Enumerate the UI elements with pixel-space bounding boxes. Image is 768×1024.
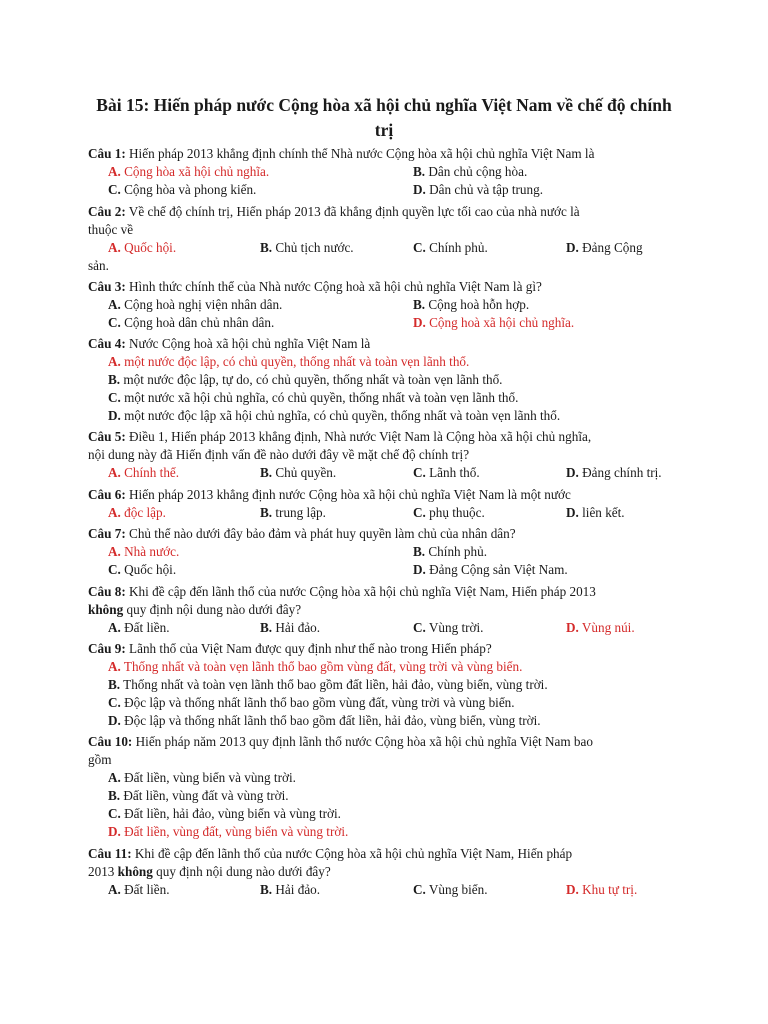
- question-11: Câu 11: Khi đề cập đến lãnh thổ của nước Cộng hòa xã hội chủ nghĩa Việt Nam, Hiến pháp: [88, 846, 573, 861]
- option-a: A. Cộng hòa xã hội chủ nghĩa.: [108, 164, 270, 179]
- option-d: D. Khu tự trị.: [566, 882, 638, 897]
- option-b: B. Hải đảo.: [260, 620, 321, 635]
- title-line-1: Bài 15: Hiến pháp nước Cộng hòa xã hội chủ nghĩa Việt Nam về chế độ chính: [96, 95, 672, 115]
- question-1: [88, 145, 594, 163]
- question-6: Câu 6: Hiến pháp 2013 khẳng định nước Cộng hòa xã hội chủ nghĩa Việt Nam là một nước: [88, 487, 571, 502]
- option-c: C. Quốc hội.: [108, 562, 177, 577]
- option-a: A. Đất liền, vùng biển và vùng trời.: [108, 770, 296, 785]
- title-line-2: trị: [374, 120, 394, 140]
- option-c: C. Cộng hòa và phong kiến.: [108, 182, 257, 197]
- question-8: Câu 8: Khi đề cập đến lãnh thổ của nước Cộng hòa xã hội chủ nghĩa Việt Nam, Hiến pháp 2013: [88, 584, 596, 599]
- option-d: D. Vùng núi.: [566, 620, 635, 635]
- option-d: D. Đảng Cộng: [566, 240, 643, 255]
- option-a: A. Đất liền.: [108, 882, 170, 897]
- option-d: D. Đất liền, vùng đất, vùng biển và vùng trời.: [108, 824, 349, 839]
- option-a: A. Nhà nước.: [108, 544, 180, 559]
- option-d: D. Đảng Cộng sản Việt Nam.: [413, 562, 568, 577]
- option-c: C. Đất liền, hải đảo, vùng biển và vùng trời.: [108, 806, 341, 821]
- option-b: B. Dân chủ cộng hòa.: [413, 164, 528, 179]
- option-c: C. Lãnh thổ.: [413, 465, 480, 480]
- option-d: D. Cộng hoà xã hội chủ nghĩa.: [413, 315, 575, 330]
- option-c: C. Vùng biển.: [413, 882, 488, 897]
- option-a: A. Quốc hội.: [108, 240, 177, 255]
- option-d: D. Đảng chính trị.: [566, 465, 662, 480]
- option-c: C. Độc lập và thống nhất lãnh thổ bao gồm vùng đất, vùng trời và vùng biển.: [108, 695, 515, 710]
- option-d: D. Độc lập và thống nhất lãnh thổ bao gồm đất liền, hải đảo, vùng biển, vùng trời.: [108, 713, 541, 728]
- option-a: A. độc lập.: [108, 505, 166, 520]
- question-2-cont: thuộc về: [88, 222, 134, 237]
- question-label: Câu 1:: [88, 146, 126, 161]
- option-b: B. Chủ tịch nước.: [260, 240, 354, 255]
- option-b: B. Chính phủ.: [413, 544, 488, 559]
- question-2: Câu 2: Về chế độ chính trị, Hiến pháp 2013 đã khẳng định quyền lực tối cao của nhà nước là: [88, 204, 580, 219]
- question-text: Hiến pháp 2013 khẳng định chính thể Nhà nước Cộng hòa xã hội chủ nghĩa Việt Nam là: [125, 146, 595, 161]
- option-b: B. Hải đảo.: [260, 882, 321, 897]
- option-c: C. phụ thuộc.: [413, 505, 485, 520]
- option-c: C. Cộng hoà dân chủ nhân dân.: [108, 315, 275, 330]
- option-c: C. một nước xã hội chủ nghĩa, có chủ quyền, thống nhất và toàn vẹn lãnh thổ.: [108, 390, 519, 405]
- page-title: [78, 93, 690, 143]
- option-b: B. Thống nhất và toàn vẹn lãnh thổ bao gồm đất liền, hải đảo, vùng biển, vùng trời.: [108, 677, 548, 692]
- question-7: Câu 7: Chủ thể nào dưới đây bảo đảm và phát huy quyền làm chủ của nhân dân?: [88, 526, 516, 541]
- question-10-cont: gồm: [88, 752, 112, 767]
- option-d: D. liên kết.: [566, 505, 625, 520]
- question-4: Câu 4: Nước Cộng hoà xã hội chủ nghĩa Việt Nam là: [88, 336, 371, 351]
- option-a: A. Chính thể.: [108, 465, 180, 480]
- option-d-wrap: sản.: [88, 258, 109, 273]
- question-9: Câu 9: Lãnh thổ của Việt Nam được quy định như thế nào trong Hiến pháp?: [88, 641, 492, 656]
- option-b: B. Chủ quyền.: [260, 465, 337, 480]
- option-b: B. Cộng hoà hỗn hợp.: [413, 297, 530, 312]
- option-b: B. Đất liền, vùng đất và vùng trời.: [108, 788, 289, 803]
- option-b: B. trung lập.: [260, 505, 326, 520]
- option-d: D. một nước độc lập xã hội chủ nghĩa, có chủ quyền, thống nhất và toàn vẹn lãnh thổ.: [108, 408, 561, 423]
- question-3: Câu 3: Hình thức chính thể của Nhà nước Cộng hoà xã hội chủ nghĩa Việt Nam là gì?: [88, 279, 542, 294]
- option-a: A. một nước độc lập, có chủ quyền, thống nhất và toàn vẹn lãnh thổ.: [108, 354, 470, 369]
- option-a: A. Cộng hoà nghị viện nhân dân.: [108, 297, 283, 312]
- question-11-cont: 2013 không quy định nội dung nào dưới đây?: [88, 864, 331, 879]
- question-5: Câu 5: Điều 1, Hiến pháp 2013 khẳng định, Nhà nước Việt Nam là Cộng hòa xã hội chủ nghĩa,: [88, 429, 592, 444]
- option-a: A. Thống nhất và toàn vẹn lãnh thổ bao gồm vùng đất, vùng trời và vùng biển.: [108, 659, 523, 674]
- question-10: Câu 10: Hiến pháp năm 2013 quy định lãnh thổ nước Cộng hòa xã hội chủ nghĩa Việt Nam bao: [88, 734, 593, 749]
- question-8-cont: không quy định nội dung nào dưới đây?: [88, 602, 302, 617]
- option-a: A. Đất liền.: [108, 620, 170, 635]
- option-d: D. Dân chủ và tập trung.: [413, 182, 544, 197]
- option-c: C. Chính phủ.: [413, 240, 488, 255]
- option-b: B. một nước độc lập, tự do, có chủ quyền, thống nhất và toàn vẹn lãnh thổ.: [108, 372, 503, 387]
- question-5-cont: nội dung này đã Hiến định vấn đề nào dưới đây về mặt chế độ chính trị?: [88, 447, 470, 462]
- option-c: C. Vùng trời.: [413, 620, 484, 635]
